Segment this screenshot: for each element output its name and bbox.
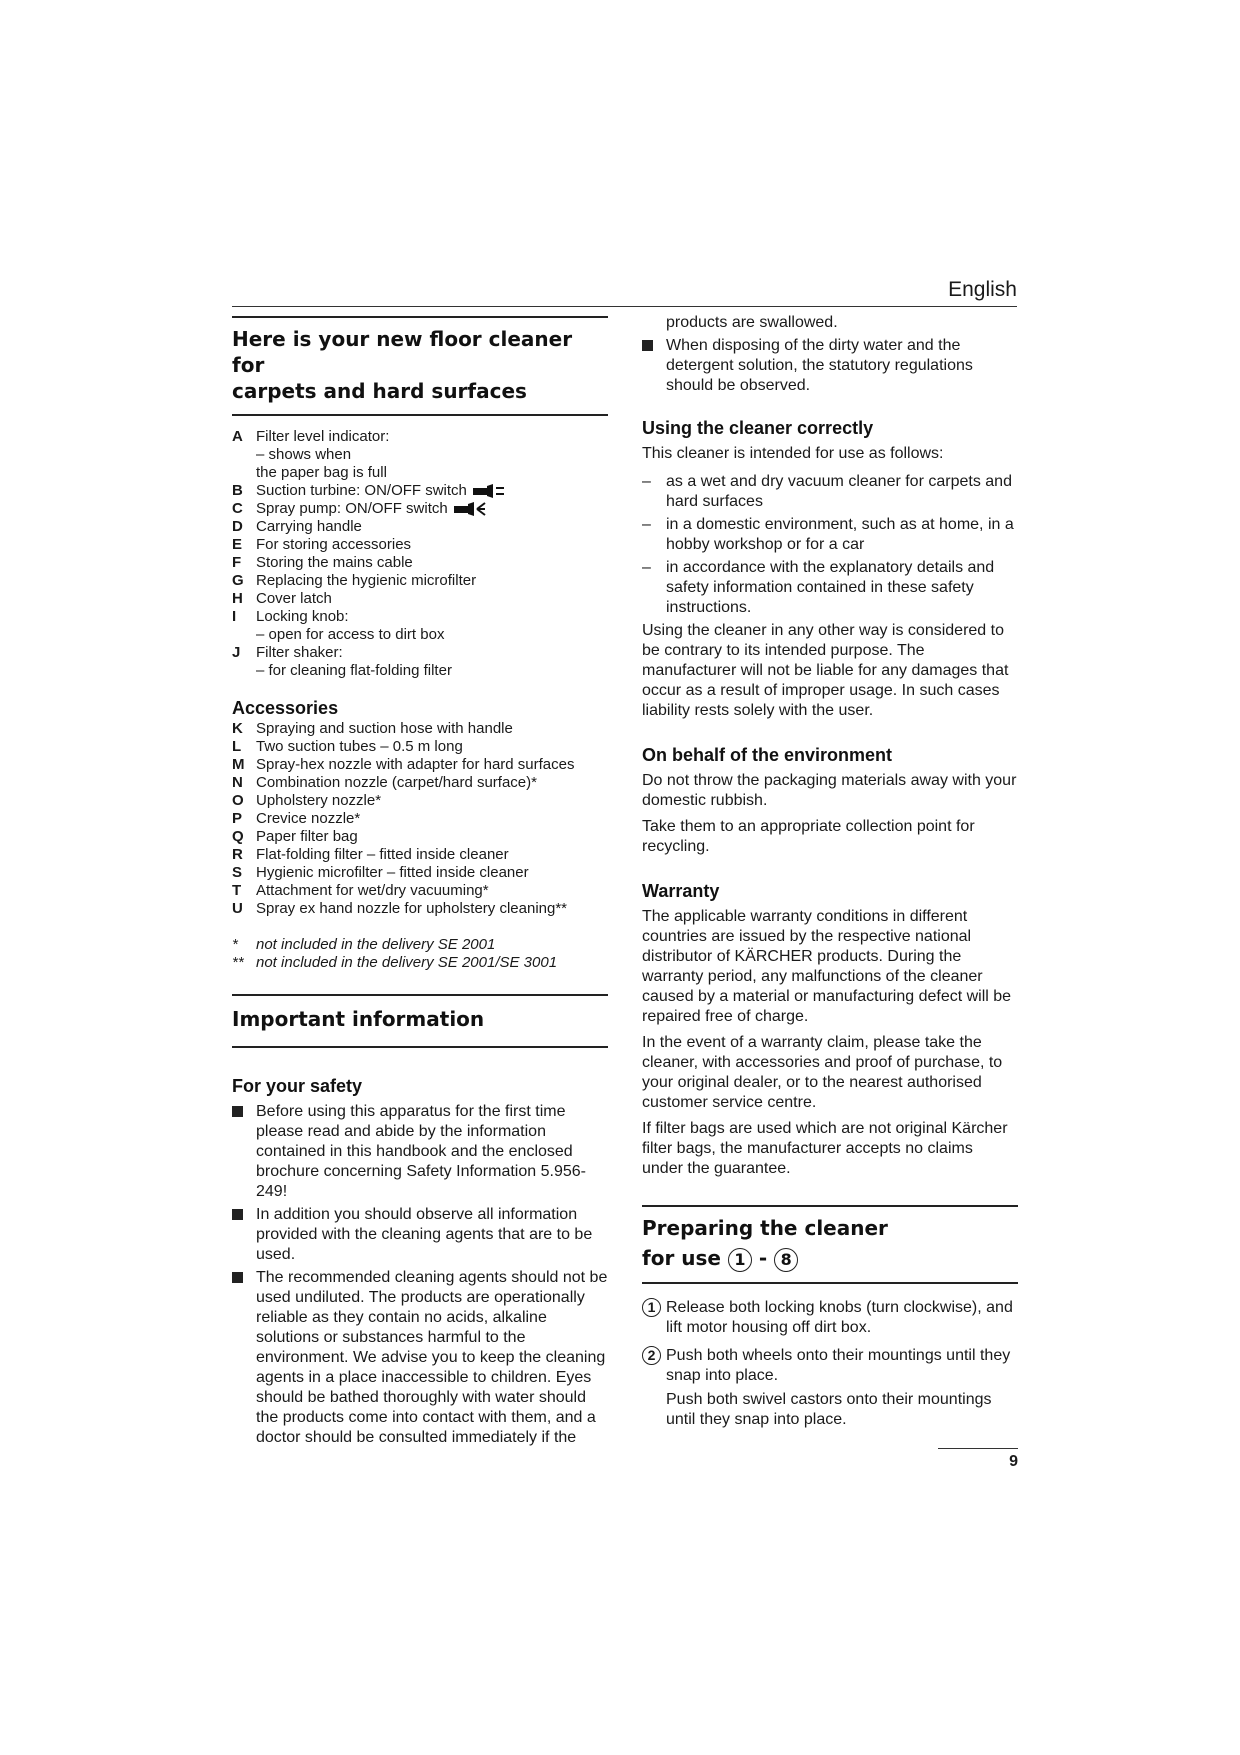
footnote: * not included in the delivery SE 2001: [232, 936, 496, 953]
accessory-item: P Crevice nozzle*: [232, 810, 361, 827]
usage-title: Using the cleaner correctly: [642, 418, 874, 438]
intro-title-line1: Here is your new floor cleaner for: [232, 327, 573, 377]
safety-bullet: In addition you should observe all information provided with the cleaning agents that are to be used.: [232, 1205, 608, 1265]
accessory-item: R Flat-folding filter – fitted inside cleaner: [232, 846, 509, 863]
warranty-paragraph: The applicable warranty conditions in different countries are issued by the respective national distributor of KÄRCHER products. During the warranty period, any malfunctions of the cleaner caused by a material or manufacturing defect will be repaired free of charge.: [642, 908, 1012, 1025]
left-column: [232, 316, 608, 1451]
footnotes: [232, 936, 608, 972]
usage-intro: This cleaner is intended for use as follows:: [642, 445, 944, 462]
legend-item: G Replacing the hygienic microfilter: [232, 572, 477, 589]
spray-pump-icon: [454, 501, 486, 517]
legend-item: F Storing the mains cable: [232, 554, 413, 571]
step-range-start: 1: [728, 1248, 752, 1272]
safety-title: For your safety: [232, 1076, 363, 1096]
accessory-item: Q Paper filter bag: [232, 828, 358, 845]
accessory-item: U Spray ex hand nozzle for upholstery cleaning**: [232, 900, 568, 917]
section-rule: [232, 414, 608, 416]
environment-paragraph: Do not throw the packaging materials away with your domestic rubbish.: [642, 772, 1017, 809]
right-column: [642, 313, 1018, 1430]
legend-item: E For storing accessories: [232, 536, 412, 553]
page-number: 9: [938, 1448, 1018, 1471]
bullet-square-icon: [642, 340, 653, 351]
accessory-item: T Attachment for wet/dry vacuuming*: [232, 882, 489, 899]
warranty-title: Warranty: [642, 881, 720, 901]
suction-turbine-icon: [473, 484, 505, 498]
legend-item: H Cover latch: [232, 590, 332, 607]
step-range-separator: -: [758, 1246, 768, 1270]
step-range-end: 8: [774, 1248, 798, 1272]
environment-paragraph: Take them to an appropriate collection point for recycling.: [642, 818, 975, 855]
preparation-step-extra: Push both swivel castors onto their mountings until they snap into place.: [666, 1390, 992, 1428]
language-label: English: [948, 278, 1017, 301]
preparation-step: 2 Push both wheels onto their mountings until they snap into place.: [642, 1346, 1018, 1386]
accessory-item: S Hygienic microfilter – fitted inside cleaner: [232, 864, 529, 881]
usage-item: – in a domestic environment, such as at home, in a hobby workshop or for a car: [642, 516, 1014, 553]
section-rule: [642, 1282, 1018, 1284]
legend-item: C Spray pump: ON/OFF switch: [232, 500, 608, 518]
safety-continued: products are swallowed.: [666, 314, 838, 331]
accessory-item: M Spray-hex nozzle with adapter for hard surfaces: [232, 756, 575, 773]
important-title: Important information: [232, 1007, 485, 1031]
intro-title-line2: carpets and hard surfaces: [232, 379, 527, 403]
legend-item: A Filter level indicator: – shows when the paper bag is full: [232, 428, 390, 481]
step-number: 2: [642, 1346, 661, 1365]
legend-item: B Suction turbine: ON/OFF switch: [232, 482, 608, 500]
safety-bullet: Before using this apparatus for the first time please read and abide by the information contained in this handbook and the enclosed brochure concerning Safety Information 5.956-249!: [232, 1102, 608, 1202]
bullet-square-icon: [232, 1272, 243, 1283]
bullet-square-icon: [232, 1106, 243, 1117]
legend-item: D Carrying handle: [232, 518, 362, 535]
usage-item: – in accordance with the explanatory details and safety information contained in these safety instructions.: [642, 559, 995, 616]
legend-item: J Filter shaker: – for cleaning flat-folding filter: [232, 644, 452, 679]
header-rule: [232, 306, 1017, 307]
safety-bullet: The recommended cleaning agents should not be used undiluted. The products are operationally reliable as they contain no acids, alkaline solutions or substances harmful to the environment. We advise you to keep the cleaning agents in a place inaccessible to children. Eyes should be bathed thoroughly with water should the products come into contact with them, and a doctor should be consulted immediately if the: [232, 1268, 608, 1448]
accessories-list: [232, 720, 608, 918]
parts-legend: [232, 428, 608, 680]
accessories-title: Accessories: [232, 698, 339, 718]
accessory-item: O Upholstery nozzle*: [232, 792, 382, 809]
accessory-item: L Two suction tubes – 0.5 m long: [232, 738, 463, 755]
safety-bullet: When disposing of the dirty water and the detergent solution, the statutory regulations should be observed.: [642, 336, 1018, 396]
bullet-square-icon: [232, 1209, 243, 1220]
warranty-paragraph: If filter bags are used which are not original Kärcher filter bags, the manufacturer accepts no claims under the guarantee.: [642, 1120, 1008, 1177]
preparation-steps: [642, 1298, 1018, 1430]
accessory-item: K Spraying and suction hose with handle: [232, 720, 513, 737]
accessory-item: N Combination nozzle (carpet/hard surface)*: [232, 774, 537, 791]
environment-title: On behalf of the environment: [642, 745, 893, 765]
legend-item: I Locking knob: – open for access to dirt box: [232, 608, 445, 643]
warranty-paragraph: In the event of a warranty claim, please take the cleaner, with accessories and proof of purchase, to your original dealer, or to the nearest authorised customer service centre.: [642, 1034, 1003, 1111]
footnote: ** not included in the delivery SE 2001/SE 3001: [232, 954, 558, 971]
preparation-step: 1 Release both locking knobs (turn clockwise), and lift motor housing off dirt box.: [642, 1298, 1018, 1338]
preparing-title-line2: for use: [642, 1246, 721, 1270]
preparing-title-line1: Preparing the cleaner: [642, 1216, 888, 1240]
section-rule: [232, 1046, 608, 1048]
usage-item: – as a wet and dry vacuum cleaner for carpets and hard surfaces: [642, 473, 1012, 510]
usage-text: Using the cleaner in any other way is considered to be contrary to its intended purpose. The manufacturer will not be liable for any damages that occur as a result of improper usage. In such cases liability rests solely with the user.: [642, 622, 1009, 719]
step-number: 1: [642, 1298, 661, 1317]
